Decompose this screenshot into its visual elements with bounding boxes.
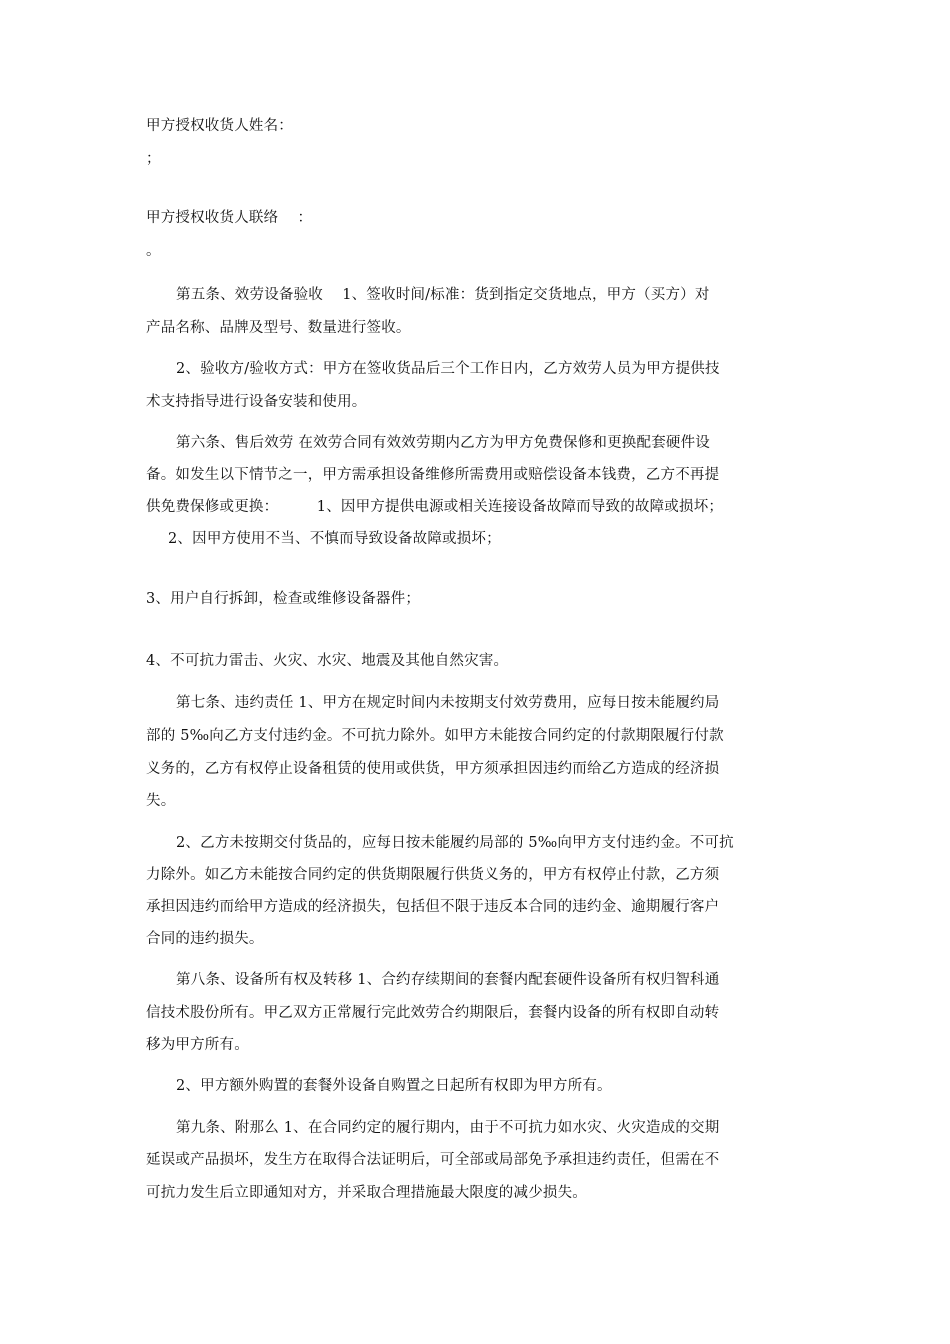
text-line: 移为甲方所有。 (146, 1037, 249, 1053)
text-line: 2、甲方额外购置的套餐外设备自购置之日起所有权即为甲方所有。 (176, 1078, 612, 1094)
text-line: 供免费保修或更换： 1、因甲方提供电源或相关连接设备故障而导致的故障或损坏； (146, 499, 724, 515)
text-line: 力除外。如乙方未能按合同约定的供货期限履行供货义务的，甲方有权停止付款，乙方须 (146, 867, 720, 883)
text-line: 3、用户自行拆卸，检查或维修设备器件； (146, 591, 421, 607)
text-line: 备。如发生以下情节之一，甲方需承担设备维修所需费用或赔偿设备本钱费，乙方不再提 (146, 467, 720, 483)
text-line: ； (146, 151, 161, 167)
article-8-heading: 第八条、设备所有权及转移 1、合约存续期间的套餐内配套硬件设备所有权归智科通 (176, 972, 720, 988)
text-line: 。 (146, 243, 161, 259)
text-line: 2、验收方/验收方式：甲方在签收货品后三个工作日内，乙方效劳人员为甲方提供技 (176, 361, 720, 377)
text-line: 2、因甲方使用不当、不慎而导致设备故障或损坏； (168, 531, 501, 547)
text-line: 延误或产品损坏，发生方在取得合法证明后，可全部或局部免予承担违约责任，但需在不 (146, 1152, 720, 1168)
recipient-contact-label: 甲方授权收货人联络 ： (146, 210, 313, 226)
text-line: 4、不可抗力雷击、火灾、水灾、地震及其他自然灾害。 (146, 653, 509, 669)
text-line: 部的 5‰向乙方支付违约金。不可抗力除外。如甲方未能按合同约定的付款期限履行付款 (146, 728, 724, 744)
text-line: 义务的，乙方有权停止设备租赁的使用或供货，甲方须承担因违约而给乙方造成的经济损 (146, 761, 720, 777)
article-5-heading: 第五条、效劳设备验收 1、签收时间/标准：货到指定交货地点，甲方（买方）对 (176, 287, 710, 303)
text-line: 产品名称、品牌及型号、数量进行签收。 (146, 320, 411, 336)
article-6-heading: 第六条、售后效劳 在效劳合同有效效劳期内乙方为甲方免费保修和更换配套硬件设 (176, 435, 711, 451)
text-line: 合同的违约损失。 (146, 931, 264, 947)
article-7-heading: 第七条、违约责任 1、甲方在规定时间内未按期支付效劳费用，应每日按未能履约局 (176, 695, 720, 711)
text-line: 术支持指导进行设备安装和使用。 (146, 394, 367, 410)
article-9-heading: 第九条、附那么 1、在合同约定的履行期内，由于不可抗力如水灾、火灾造成的交期 (176, 1120, 720, 1136)
text-line: 信技术股份所有。甲乙双方正常履行完此效劳合约期限后，套餐内设备的所有权即自动转 (146, 1005, 720, 1021)
recipient-name-label: 甲方授权收货人姓名： (146, 118, 293, 134)
text-line: 承担因违约而给甲方造成的经济损失，包括但不限于违反本合同的违约金、逾期履行客户 (146, 899, 720, 915)
text-line: 失。 (146, 793, 176, 809)
text-line: 2、乙方未按期交付货品的，应每日按未能履约局部的 5‰向甲方支付违约金。不可抗 (176, 835, 734, 851)
text-line: 可抗力发生后立即通知对方，并采取合理措施最大限度的减少损失。 (146, 1185, 587, 1201)
